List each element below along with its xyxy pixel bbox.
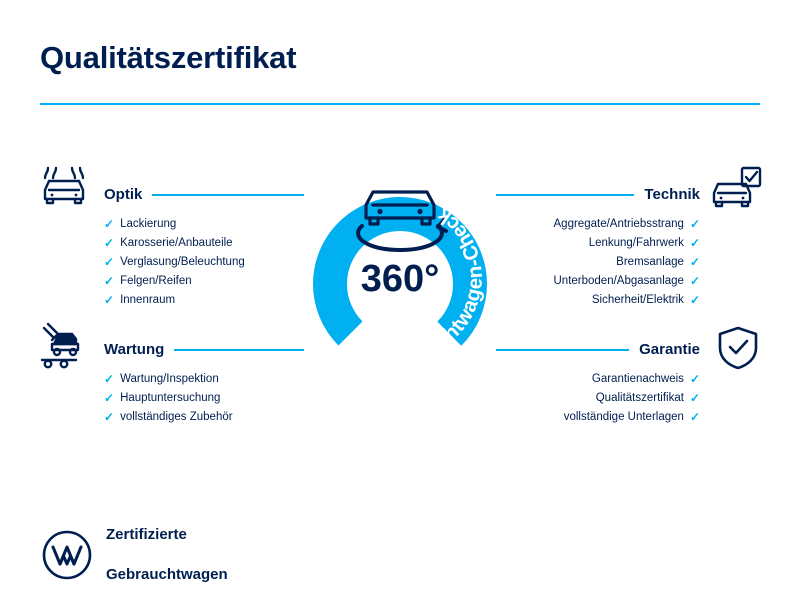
list-item-label: Aggregate/Antriebsstrang: [553, 218, 684, 230]
section-wartung-rule: [174, 349, 304, 351]
section-optik-items: [104, 215, 304, 310]
list-item-label: Verglasung/Beleuchtung: [120, 256, 245, 268]
section-garantie-items: [496, 370, 700, 427]
footer-logo-block: [42, 505, 228, 600]
section-garantie-header: [496, 341, 700, 358]
footer-line1: Zertifizierte: [106, 526, 187, 543]
list-item: [104, 272, 304, 291]
check-icon: ✓: [689, 274, 700, 288]
list-item: [104, 215, 304, 234]
list-item-label: Karosserie/Anbauteile: [120, 237, 233, 249]
list-item: [104, 389, 304, 408]
arc-label: Gebrauchtwagen-Check: [368, 203, 487, 365]
list-item: [496, 234, 700, 253]
list-item-label: Lackierung: [120, 218, 177, 230]
list-item: [496, 389, 700, 408]
footer-line2: Gebrauchtwagen: [106, 566, 228, 583]
list-item-label: Wartung/Inspektion: [120, 373, 219, 385]
list-item: [496, 370, 700, 389]
list-item: [104, 370, 304, 389]
list-item-label: Hauptuntersuchung: [120, 392, 221, 404]
list-item: [104, 253, 304, 272]
check-icon: ✓: [104, 236, 115, 250]
list-item: [496, 408, 700, 427]
section-garantie-title: Garantie: [639, 341, 700, 358]
list-item: [496, 253, 700, 272]
check-icon: ✓: [104, 274, 115, 288]
check-donut: [288, 152, 512, 376]
section-technik-rule: [496, 194, 634, 196]
check-icon: ✓: [689, 293, 700, 307]
list-item-label: Innenraum: [120, 294, 176, 306]
section-optik-header: [104, 186, 304, 203]
list-item: [104, 408, 304, 427]
vw-logo-icon: [42, 530, 92, 580]
section-optik: [104, 186, 304, 310]
list-item-label: vollständige Unterlagen: [563, 411, 684, 423]
section-technik-header: [496, 186, 700, 203]
section-optik-title: Optik: [104, 186, 143, 203]
shield-check-icon: [716, 325, 760, 376]
section-garantie: [496, 341, 700, 427]
check-icon: ✓: [689, 236, 700, 250]
list-item: [104, 234, 304, 253]
check-icon: ✓: [104, 293, 115, 307]
section-wartung-title: Wartung: [104, 341, 165, 358]
check-icon: ✓: [104, 391, 115, 405]
list-item: [496, 272, 700, 291]
check-icon: ✓: [689, 217, 700, 231]
section-wartung-header: [104, 341, 304, 358]
car-checklist-icon: [712, 166, 762, 215]
check-icon: ✓: [104, 255, 115, 269]
list-item-label: Qualitätszertifikat: [595, 392, 684, 404]
check-icon: ✓: [104, 217, 115, 231]
list-item-label: Sicherheit/Elektrik: [591, 294, 684, 306]
section-technik-items: [496, 215, 700, 310]
check-icon: ✓: [689, 255, 700, 269]
list-item: [496, 215, 700, 234]
car-lift-icon: [38, 322, 90, 375]
section-technik: [496, 186, 700, 310]
degree-label: 360°: [360, 258, 440, 300]
section-technik-title: Technik: [644, 186, 700, 203]
list-item-label: Lenkung/Fahrwerk: [588, 237, 684, 249]
check-icon: ✓: [689, 410, 700, 424]
check-icon: ✓: [689, 372, 700, 386]
list-item-label: Felgen/Reifen: [120, 275, 192, 287]
section-wartung-items: [104, 370, 304, 427]
check-icon: ✓: [689, 391, 700, 405]
page-title: Qualitätszertifikat: [40, 40, 297, 75]
list-item: [104, 291, 304, 310]
car-wash-icon: [40, 165, 88, 214]
check-icon: ✓: [104, 410, 115, 424]
list-item: [496, 291, 700, 310]
list-item-label: Garantienachweis: [591, 373, 684, 385]
check-icon: ✓: [104, 372, 115, 386]
section-wartung: [104, 341, 304, 427]
title-divider: [40, 103, 760, 105]
section-garantie-rule: [496, 349, 629, 351]
list-item-label: Bremsanlage: [616, 256, 684, 268]
list-item-label: Unterboden/Abgasanlage: [553, 275, 684, 287]
section-optik-rule: [152, 194, 304, 196]
footer-text: [106, 505, 228, 600]
list-item-label: vollständiges Zubehör: [120, 411, 233, 423]
